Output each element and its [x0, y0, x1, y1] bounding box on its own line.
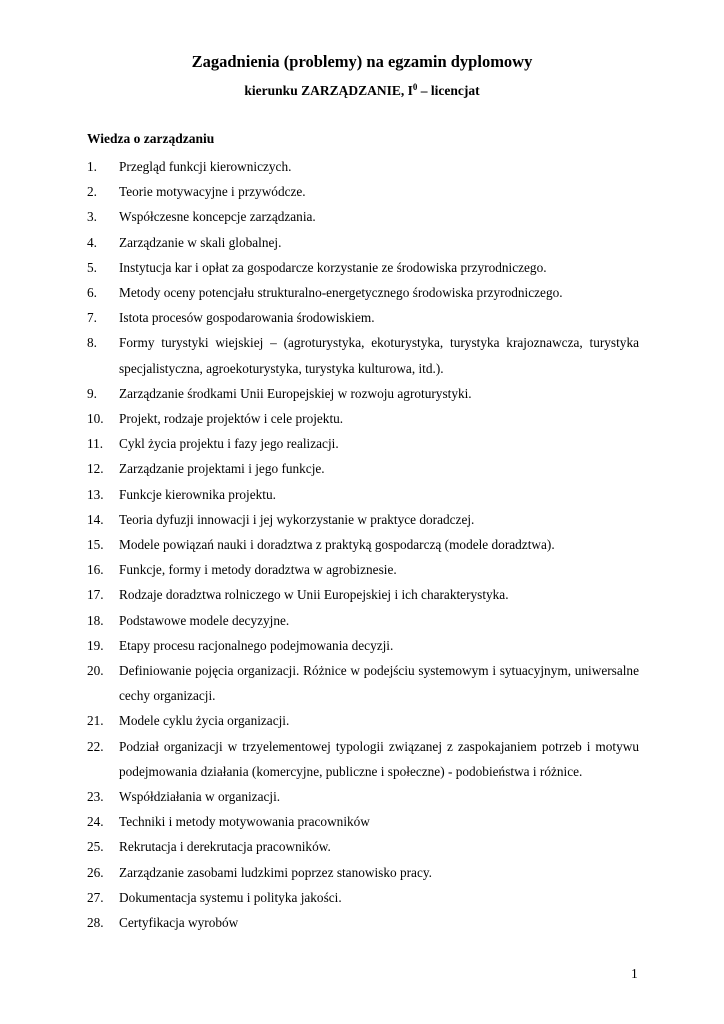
item-number: 18. — [87, 612, 104, 628]
list-item — [87, 834, 639, 859]
document-title: Zagadnienia (problemy) na egzamin dyplomowy — [191, 52, 533, 71]
list-item — [87, 381, 639, 406]
item-number: 16. — [87, 562, 104, 578]
item-number: 21. — [87, 713, 104, 729]
section-heading: Wiedza o zarządzaniu — [87, 131, 215, 146]
subtitle-suffix: – licencjat — [417, 83, 480, 98]
item-number: 4. — [87, 234, 97, 250]
item-text: Etapy procesu racjonalnego podejmowania decyzji. — [119, 637, 394, 653]
item-text: Definiowanie pojęcia organizacji. Różnice w podejściu systemowym i sytuacyjnym, uniwersalne cechy organizacji. — [119, 663, 639, 704]
item-number: 20. — [87, 663, 104, 679]
list-item — [87, 305, 639, 330]
item-text: Zarządzanie środkami Unii Europejskiej w rozwoju agroturystyki. — [119, 385, 472, 401]
item-text: Rodzaje doradztwa rolniczego w Unii Europejskiej i ich charakterystyka. — [119, 587, 509, 603]
list-item — [87, 179, 639, 204]
list-item — [87, 784, 639, 809]
list-item — [87, 431, 639, 456]
item-text: Metody oceny potencjału strukturalno-energetycznego środowiska przyrodniczego. — [119, 285, 563, 301]
item-number: 26. — [87, 864, 104, 880]
document-subtitle — [0, 82, 724, 100]
list-item — [87, 456, 639, 481]
item-number: 10. — [87, 411, 104, 427]
list-item — [87, 532, 639, 557]
item-text: Modele powiązań nauki i doradztwa z praktyką gospodarczą (modele doradztwa). — [119, 537, 555, 553]
item-text: Podział organizacji w trzyelementowej typologii związanej z zaspokajaniem potrzeb i motywu podejmowania działania (komercyjne, publiczne i społeczne) - podobieństwa i różnice. — [119, 738, 639, 779]
item-number: 14. — [87, 511, 104, 527]
item-text: Techniki i metody motywowania pracowników — [119, 814, 370, 830]
item-number: 15. — [87, 537, 104, 553]
item-number: 27. — [87, 889, 104, 905]
item-number: 22. — [87, 738, 104, 754]
list-item — [87, 809, 639, 834]
item-text: Zarządzanie projektami i jego funkcje. — [119, 461, 325, 477]
list-item — [87, 154, 639, 179]
list-item — [87, 658, 639, 708]
list-item — [87, 557, 639, 582]
item-text: Istota procesów gospodarowania środowiskiem. — [119, 310, 375, 326]
item-text: Funkcje kierownika projektu. — [119, 486, 276, 502]
item-number: 25. — [87, 839, 104, 855]
item-number: 1. — [87, 159, 97, 174]
item-text: Współdziałania w organizacji. — [119, 789, 281, 805]
list-item — [87, 708, 639, 733]
item-number: 23. — [87, 789, 104, 805]
item-number: 12. — [87, 461, 104, 477]
item-number: 5. — [87, 259, 97, 275]
list-item — [87, 860, 639, 885]
page-number: 1 — [631, 966, 638, 981]
item-number: 6. — [87, 285, 97, 301]
item-number: 17. — [87, 587, 104, 603]
topics-list — [87, 154, 639, 935]
list-item — [87, 734, 639, 784]
list-item — [87, 406, 639, 431]
item-text: Zarządzanie zasobami ludzkimi poprzez stanowisko pracy. — [119, 864, 432, 880]
list-item — [87, 330, 639, 380]
item-text: Modele cyklu życia organizacji. — [119, 713, 290, 729]
item-text: Teorie motywacyjne i przywódcze. — [119, 184, 306, 200]
item-number: 2. — [87, 184, 97, 200]
list-item — [87, 507, 639, 532]
item-number: 8. — [87, 335, 97, 351]
list-item — [87, 608, 639, 633]
list-item — [87, 204, 639, 229]
list-item — [87, 255, 639, 280]
item-number: 9. — [87, 385, 97, 401]
item-text: Podstawowe modele decyzyjne. — [119, 612, 290, 628]
item-text: Teoria dyfuzji innowacji i jej wykorzystanie w praktyce doradczej. — [119, 511, 475, 527]
list-item — [87, 230, 639, 255]
item-text: Projekt, rodzaje projektów i cele projektu. — [119, 411, 344, 427]
subtitle-text: kierunku ZARZĄDZANIE, I — [244, 83, 413, 98]
item-number: 28. — [87, 915, 104, 931]
item-text: Instytucja kar i opłat za gospodarcze korzystanie ze środowiska przyrodniczego. — [119, 259, 547, 275]
item-number: 7. — [87, 310, 97, 326]
item-text: Formy turystyki wiejskiej – (agroturystyka, ekoturystyka, turystyka krajoznawcza, turystyka specjalistyczna, agroekoturystyka, turystyka kulturowa, itd.). — [119, 335, 639, 376]
list-item — [87, 482, 639, 507]
item-text: Zarządzanie w skali globalnej. — [119, 234, 282, 250]
item-number: 19. — [87, 637, 104, 653]
item-text: Rekrutacja i derekrutacja pracowników. — [119, 839, 331, 855]
list-item — [87, 582, 639, 607]
item-number: 3. — [87, 209, 97, 225]
subtitle-superscript: 0 — [412, 82, 418, 92]
item-number: 13. — [87, 486, 104, 502]
item-text: Certyfikacja wyrobów — [119, 915, 239, 931]
item-number: 11. — [87, 436, 104, 452]
list-item — [87, 885, 639, 910]
list-item — [87, 633, 639, 658]
list-item — [87, 280, 639, 305]
item-text: Dokumentacja systemu i polityka jakości. — [119, 889, 342, 905]
item-text: Współczesne koncepcje zarządzania. — [119, 209, 316, 225]
item-text: Cykl życia projektu i fazy jego realizacji. — [119, 436, 339, 452]
item-text: Funkcje, formy i metody doradztwa w agrobiznesie. — [119, 562, 397, 578]
item-number: 24. — [87, 814, 104, 830]
list-item — [87, 910, 639, 935]
item-text: Przegląd funkcji kierowniczych. — [119, 159, 292, 174]
